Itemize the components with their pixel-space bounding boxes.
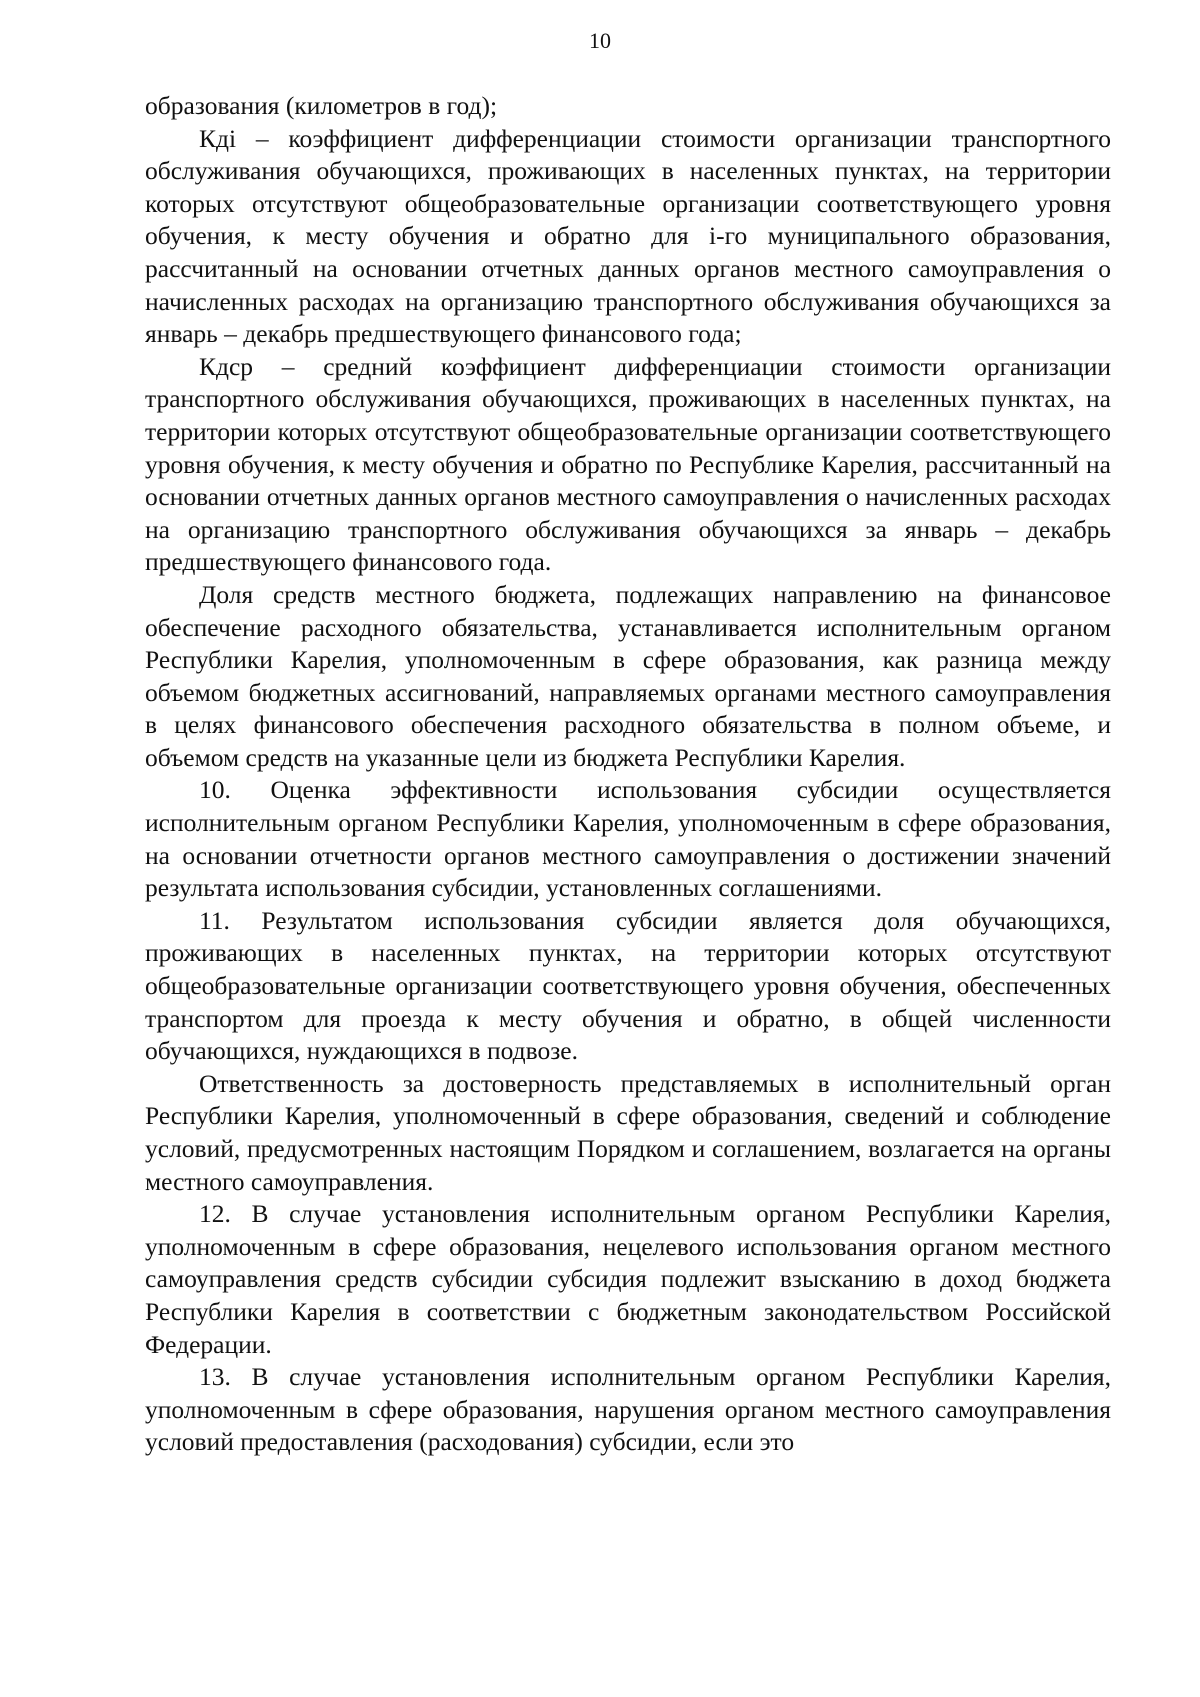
- paragraph-local-budget-share: Доля средств местного бюджета, подлежащих направлению на финансовое обеспечение расходного обязательства, устанавливается исполнительным органом Республики Карелия, уполномоченным в сфере образования, как разница между объемом бюджетных ассигнований, направляемых органами местного самоуправления в целях финансового обеспечения расходного обязательства в полном объеме, и объемом средств на указанные цели из бюджета Республики Карелия.: [145, 579, 1111, 772]
- paragraph-item-12: 12. В случае установления исполнительным органом Республики Карелия, уполномоченным в сфере образования, нецелевого использования органом местного самоуправления средств субсидии субсидия подлежит взысканию в доход бюджета Республики Карелия в соответствии с бюджетным законодательством Российской Федерации.: [145, 1199, 1111, 1359]
- paragraph-item-10: 10. Оценка эффективности использования субсидии осуществляется исполнительным органом Республики Карелия, уполномоченным в сфере образования, на основании отчетности органов местного самоуправления о достижении значений результата использования субсидии, установленных соглашениями.: [145, 775, 1111, 903]
- paragraph-continuation: образования (километров в год);: [145, 91, 498, 120]
- page-number: 10: [589, 28, 611, 53]
- paragraph-kdsr-definition: Кдср – средний коэффициент дифференциации стоимости организации транспортного обслуживания обучающихся, проживающих в населенных пунктах, на территории которых отсутствуют общеобразовательные организации соответствующего уровня обучения, к месту обучения и обратно по Республике Карелия, рассчитанный на основании отчетных данных органов местного самоуправления о начисленных расходах на организацию транспортного обслуживания обучающихся за январь – декабрь предшествующего финансового года.: [145, 351, 1111, 577]
- paragraph-kdi-definition: Кдi – коэффициент дифференциации стоимости организации транспортного обслуживания обучающихся, проживающих в населенных пунктах, на территории которых отсутствуют общеобразовательные организации соответствующего уровня обучения, к месту обучения и обратно для i-го муниципального образования, рассчитанный на основании отчетных данных органов местного самоуправления о начисленных расходах на организацию транспортного обслуживания обучающихся за январь – декабрь предшествующего финансового года;: [145, 123, 1111, 349]
- paragraph-item-11: 11. Результатом использования субсидии является доля обучающихся, проживающих в населенных пунктах, на территории которых отсутствуют общеобразовательные организации соответствующего уровня обучения, обеспеченных транспортом для проезда к месту обучения и обратно, в общей численности обучающихся, нуждающихся в подвозе.: [145, 905, 1111, 1066]
- paragraph-item-13: 13. В случае установления исполнительным органом Республики Карелия, уполномоченным в сфере образования, нарушения органом местного самоуправления условий предоставления (расходования) субсидии, если это: [145, 1362, 1111, 1457]
- paragraph-responsibility: Ответственность за достоверность представляемых в исполнительный орган Республики Карелия, уполномоченный в сфере образования, сведений и соблюдение условий, предусмотренных настоящим Порядком и соглашением, возлагается на органы местного самоуправления.: [145, 1068, 1111, 1196]
- document-body: [145, 90, 1111, 1459]
